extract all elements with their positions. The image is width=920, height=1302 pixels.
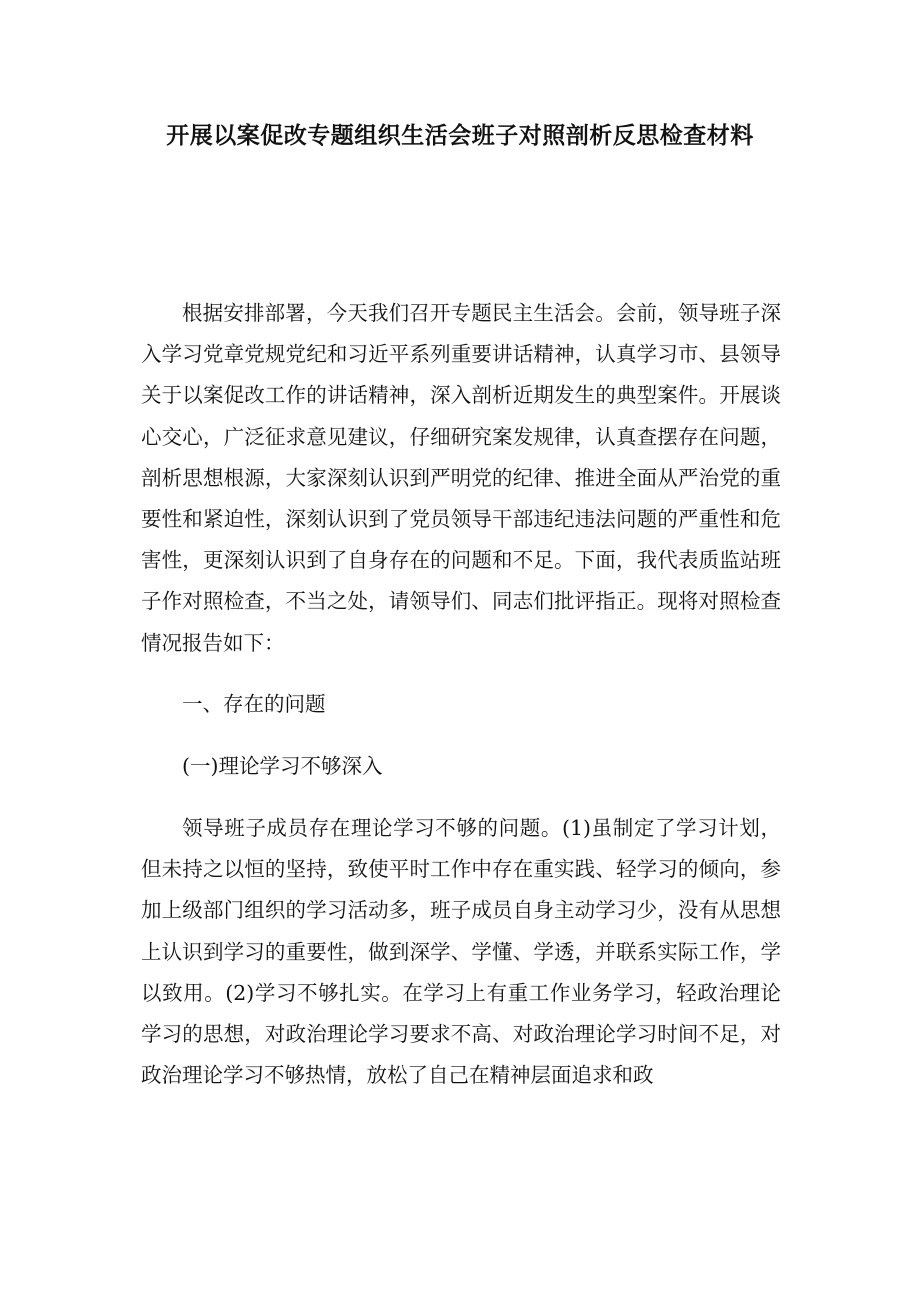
subsection-body-paragraph: 领导班子成员存在理论学习不够的问题。(1)虽制定了学习计划，但未持之以恒的坚持，致使平时工作中存在重实践、轻学习的倾向，参加上级部门组织的学习活动多，班子成员自身主动学习少，没有从思想上认识到学习的重要性，做到深学、学懂、学透，并联系实际工作，学以致用。(2)学习不够扎实。在学习上有重工作业务学习，轻政治理论学习的思想，对政治理论学习要求不高、对政治理论学习时间不足，对政治理论学习不够热情，放松了自己在精神层面追求和政 [141,816,781,1088]
section-heading-problems: 一、存在的问题 [182,692,326,717]
document-title: 开展以案促改专题组织生活会班子对照剖析反思检查材料 [166,122,754,149]
document-body [141,293,781,1096]
intro-paragraph: 根据安排部署，今天我们召开专题民主生活会。会前，领导班子深入学习党章党规党纪和习近平系列重要讲话精神，认真学习市、县领导关于以案促改工作的讲话精神，深入剖析近期发生的典型案件。开展谈心交心，广泛征求意见建议，仔细研究案发规律，认真查摆存在问题，剖析思想根源，大家深刻认识到严明党的纪律、推进全面从严治党的重要性和紧迫性，深刻认识到了党员领导干部违纪违法问题的严重性和危害性，更深刻认识到了自身存在的问题和不足。下面，我代表质监站班子作对照检查，不当之处，请领导们、同志们批评指正。现将对照检查情况报告如下： [141,301,781,655]
paragraph-spacer [141,787,781,808]
paragraph-spacer [141,726,781,747]
subsection-heading-theory-study: (一)理论学习不够深入 [182,754,383,779]
paragraph-spacer [141,664,781,685]
